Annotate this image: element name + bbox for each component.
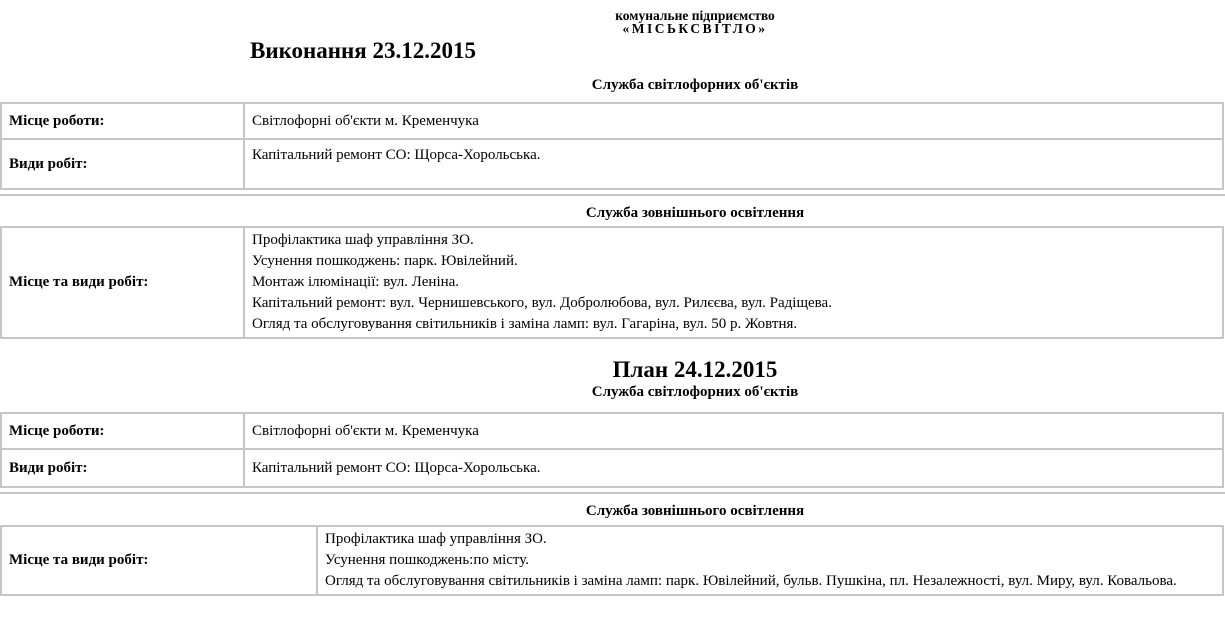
row-label-cell: Місце роботи: <box>1 103 244 139</box>
section-divider <box>0 492 1225 494</box>
work-line: Профілактика шаф управління ЗО. <box>325 531 547 547</box>
row-value-cell: Світлофорні об'єкти м. Кременчука <box>244 413 1223 449</box>
execution-title: Виконання 23.12.2015 <box>250 38 476 63</box>
section-divider <box>0 194 1225 196</box>
plan-lighting-heading: Служба зовнішнього освітлення <box>585 503 805 519</box>
table-row <box>1 413 1223 449</box>
execution-lighting-table <box>0 226 1224 339</box>
company-header <box>165 0 1225 35</box>
execution-traffic-heading: Служба світлофорних об'єктів <box>591 77 799 93</box>
plan-traffic-heading: Служба світлофорних об'єктів <box>591 384 799 400</box>
row-label-cell: Місце та види робіт: <box>1 227 244 338</box>
row-label-cell: Місце та види робіт: <box>1 526 317 595</box>
work-line: Капітальний ремонт: вул. Чернишевського, вул. Добролюбова, вул. Рилєєва, вул. Радіщева. <box>252 295 832 311</box>
work-line: Огляд та обслуговування світильників і заміна ламп: парк. Ювілейний, бульв. Пушкіна, пл. Незалежності, вул. Миру, вул. Ковальова. <box>325 573 1177 589</box>
table-row <box>1 449 1223 487</box>
work-line: Усунення пошкоджень:по місту. <box>325 552 530 568</box>
table-row <box>1 103 1223 139</box>
row-value-cell: Капітальний ремонт СО: Щорса-Хорольська. <box>244 449 1223 487</box>
plan-title: План 24.12.2015 <box>612 357 778 382</box>
company-type: комунальне підприємство <box>615 8 775 23</box>
row-label-cell: Види робіт: <box>1 139 244 189</box>
row-value-cell: Капітальний ремонт СО: Щорса-Хорольська. <box>244 139 1223 189</box>
table-row <box>1 139 1223 189</box>
company-name: «МІСЬКСВІТЛО» <box>622 21 768 36</box>
execution-traffic-table <box>0 102 1224 190</box>
table-row <box>1 227 1223 338</box>
work-line: Монтаж ілюмінації: вул. Леніна. <box>252 274 460 290</box>
table-row <box>1 526 1223 595</box>
row-label-cell: Види робіт: <box>1 449 244 487</box>
row-value-cell <box>317 526 1223 595</box>
row-label-cell: Місце роботи: <box>1 413 244 449</box>
work-line: Профілактика шаф управління ЗО. <box>252 232 474 248</box>
row-value-cell <box>244 227 1223 338</box>
plan-lighting-table <box>0 525 1224 596</box>
plan-traffic-table <box>0 412 1224 488</box>
execution-lighting-heading: Служба зовнішнього освітлення <box>585 205 805 221</box>
row-value-cell: Світлофорні об'єкти м. Кременчука <box>244 103 1223 139</box>
work-line: Усунення пошкоджень: парк. Ювілейний. <box>252 253 518 269</box>
work-line: Огляд та обслуговування світильників і заміна ламп: вул. Гагаріна, вул. 50 р. Жовтня. <box>252 316 798 332</box>
